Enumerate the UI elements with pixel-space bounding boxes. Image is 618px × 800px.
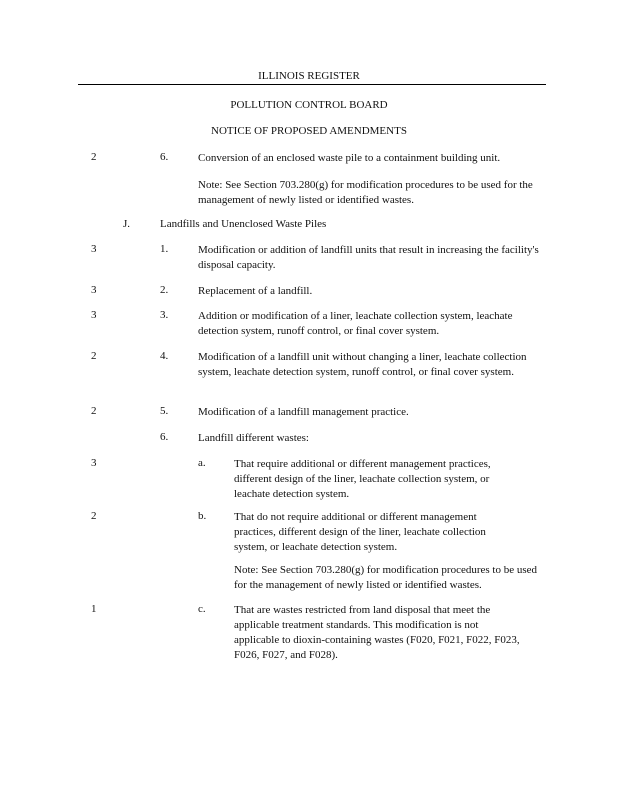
item-number: 4. [160,350,169,362]
class-number: 3 [91,309,97,321]
section-title: Landfills and Unenclosed Waste Piles [160,218,327,230]
item-text: Replacement of a landfill. [198,285,313,297]
notice-title: NOTICE OF PROPOSED AMENDMENTS [211,125,407,137]
subitem-letter: c. [198,603,206,615]
class-number: 2 [91,151,97,163]
board-title: POLLUTION CONTROL BOARD [230,99,388,111]
item-number: 2. [160,284,169,296]
item-text: Modification of a landfill unit without changing a liner, leachate collection system, leachate detection system, runoff control, or final cover system. [198,351,527,378]
item-number: 6. [160,151,169,163]
subitem-text: That require additional or different management practices, different design of the liner, leachate collection system, or leachate detection system. [234,458,491,500]
class-number: 2 [91,510,97,522]
class-number: 3 [91,457,97,469]
subitem-letter: a. [198,457,206,469]
item-number: 6. [160,431,169,443]
item-number: 1. [160,243,169,255]
item-text: Addition or modification of a liner, leachate collection system, leachate detection system, runoff control, or final cover system. [198,310,513,337]
class-number: 1 [91,603,97,615]
item-number: 3. [160,309,169,321]
note-text: Note: See Section 703.280(g) for modification procedures to be used for the management of newly listed or identified wastes. [198,179,533,206]
item-text: Conversion of an enclosed waste pile to a containment building unit. [198,152,501,164]
header-rule-extension [392,84,546,85]
class-number: 2 [91,350,97,362]
subitem-text: That are wastes restricted from land disposal that meet the applicable treatment standards. This modification is not applicable to dioxin-containing wastes (F020, F021, F022, F023, F026, F027, and F028). [234,604,520,661]
class-number: 3 [91,243,97,255]
item-text: Landfill different wastes: [198,432,309,444]
section-letter: J. [123,218,131,230]
note-text: Note: See Section 703.280(g) for modification procedures to be used for the management of newly listed or identified wastes. [234,564,538,591]
item-text: Modification of a landfill management practice. [198,406,409,418]
class-number: 3 [91,284,97,296]
item-number: 5. [160,405,169,417]
subitem-letter: b. [198,510,207,522]
class-number: 2 [91,405,97,417]
register-title: ILLINOIS REGISTER [258,70,360,82]
item-text: Modification or addition of landfill units that result in increasing the facility's disposal capacity. [198,244,539,271]
subitem-text: That do not require additional or different management practices, different design of the liner, leachate collection system, or leachate detection system. [234,511,486,553]
